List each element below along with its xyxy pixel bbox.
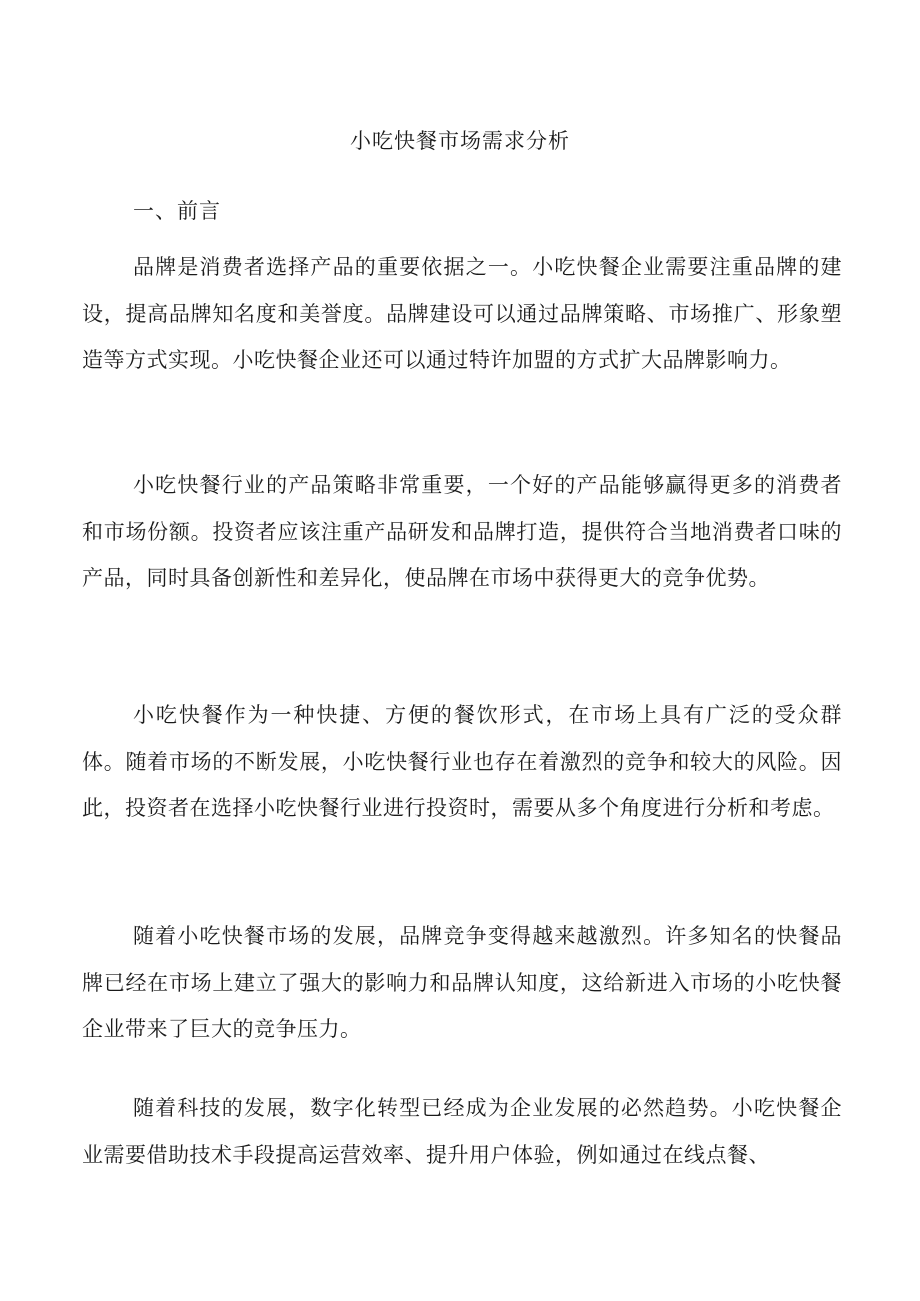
paragraph-brand-building: 品牌是消费者选择产品的重要依据之一。小吃快餐企业需要注重品牌的建设，提高品牌知名度和美誉度。品牌建设可以通过品牌策略、市场推广、形象塑造等方式实现。小吃快餐企业还可以通过特许加盟的方式扩大品牌影响力。	[82, 255, 842, 372]
paragraph-brand-competition: 随着小吃快餐市场的发展，品牌竞争变得越来越激烈。许多知名的快餐品牌已经在市场上建立了强大的影响力和品牌认知度，这给新进入市场的小吃快餐企业带来了巨大的竞争压力。	[82, 924, 842, 1041]
paragraph-market-overview: 小吃快餐作为一种快捷、方便的餐饮形式，在市场上具有广泛的受众群体。随着市场的不断发展，小吃快餐行业也存在着激烈的竞争和较大的风险。因此，投资者在选择小吃快餐行业进行投资时，需要从多个角度进行分析和考虑。	[82, 703, 842, 820]
document-title: 小吃快餐市场需求分析	[350, 129, 570, 153]
paragraph-digital-transformation: 随着科技的发展，数字化转型已经成为企业发展的必然趋势。小吃快餐企业需要借助技术手段提高运营效率、提升用户体验，例如通过在线点餐、	[82, 1096, 842, 1167]
section-heading: 一、前言	[133, 199, 221, 223]
paragraph-product-strategy: 小吃快餐行业的产品策略非常重要，一个好的产品能够赢得更多的消费者和市场份额。投资者应该注重产品研发和品牌打造，提供符合当地消费者口味的产品，同时具备创新性和差异化，使品牌在市场中获得更大的竞争优势。	[82, 473, 842, 590]
